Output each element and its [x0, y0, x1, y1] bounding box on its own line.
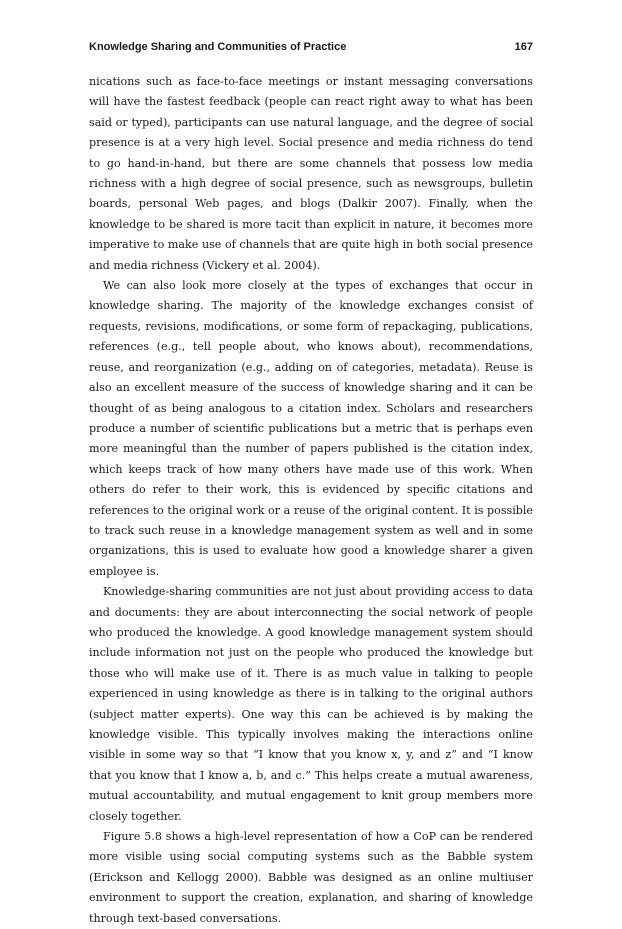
body-text: [89, 72, 533, 929]
paragraph-2: We can also look more closely at the types of exchanges that occur in knowledge sharing. The majority of the knowledge exchanges consist of requests, revisions, modifications, or some form of repackaging, publications, references (e.g., tell people about, who knows about), recommendations, reuse, and reorganization (e.g., adding on of categories, metadata). Reuse is also an excellent measure of the success of knowledge sharing and it can be thought of as being analogous to a citation index. Scholars and researchers produce a number of scientific publications but a metric that is perhaps even more meaningful than the number of papers published is the citation index, which keeps track of how many others have made use of this work. When others do refer to their work, this is evidenced by specific citations and references to the original work or a reuse of the original content. It is possible to track such reuse in a knowledge management system as well and in some organizations, this is used to evaluate how good a knowledge sharer a given employee is.: [89, 279, 533, 578]
running-head: [89, 41, 533, 57]
paragraph-4: Figure 5.8 shows a high-level representation of how a CoP can be rendered more visible using social computing systems such as the Babble system (Erickson and Kellogg 2000). Babble was designed as an online multiuser environment to support the creation, explanation, and sharing of knowledge through text-based conversations.: [89, 830, 533, 925]
paragraph-1: nications such as face-to-face meetings or instant messaging conversations will have the fastest feedback (people can react right away to what has been said or typed), participants can use natural language, and the degree of social presence is at a very high level. Social presence and media richness do tend to go hand-in-hand, but there are some channels that possess low media richness with a high degree of social presence, such as newsgroups, bulletin boards, personal Web pages, and blogs (Dalkir 2007). Finally, when the knowledge to be shared is more tacit than explicit in nature, it becomes more imperative to make use of channels that are quite high in both social presence and media richness (Vickery et al. 2004).: [89, 75, 533, 272]
page-number: 167: [514, 41, 533, 53]
paragraph-3: Knowledge-sharing communities are not just about providing access to data and documents: they are about interconnecting the social network of people who produced the knowledge. A good knowledge management system should include information not just on the people who produced the knowledge but those who will make use of it. There is as much value in talking to people experienced in using knowledge as there is in talking to the original authors (subject matter experts). One way this can be achieved is by making the knowledge visible. This typically involves making the interactions online visible in some way so that “I know that you know x, y, and z” and “I know that you know that I know a, b, and c.” This helps create a mutual awareness, mutual accountability, and mutual engagement to knit group members more closely together.: [89, 585, 533, 823]
chapter-title: Knowledge Sharing and Communities of Practice: [89, 41, 347, 53]
